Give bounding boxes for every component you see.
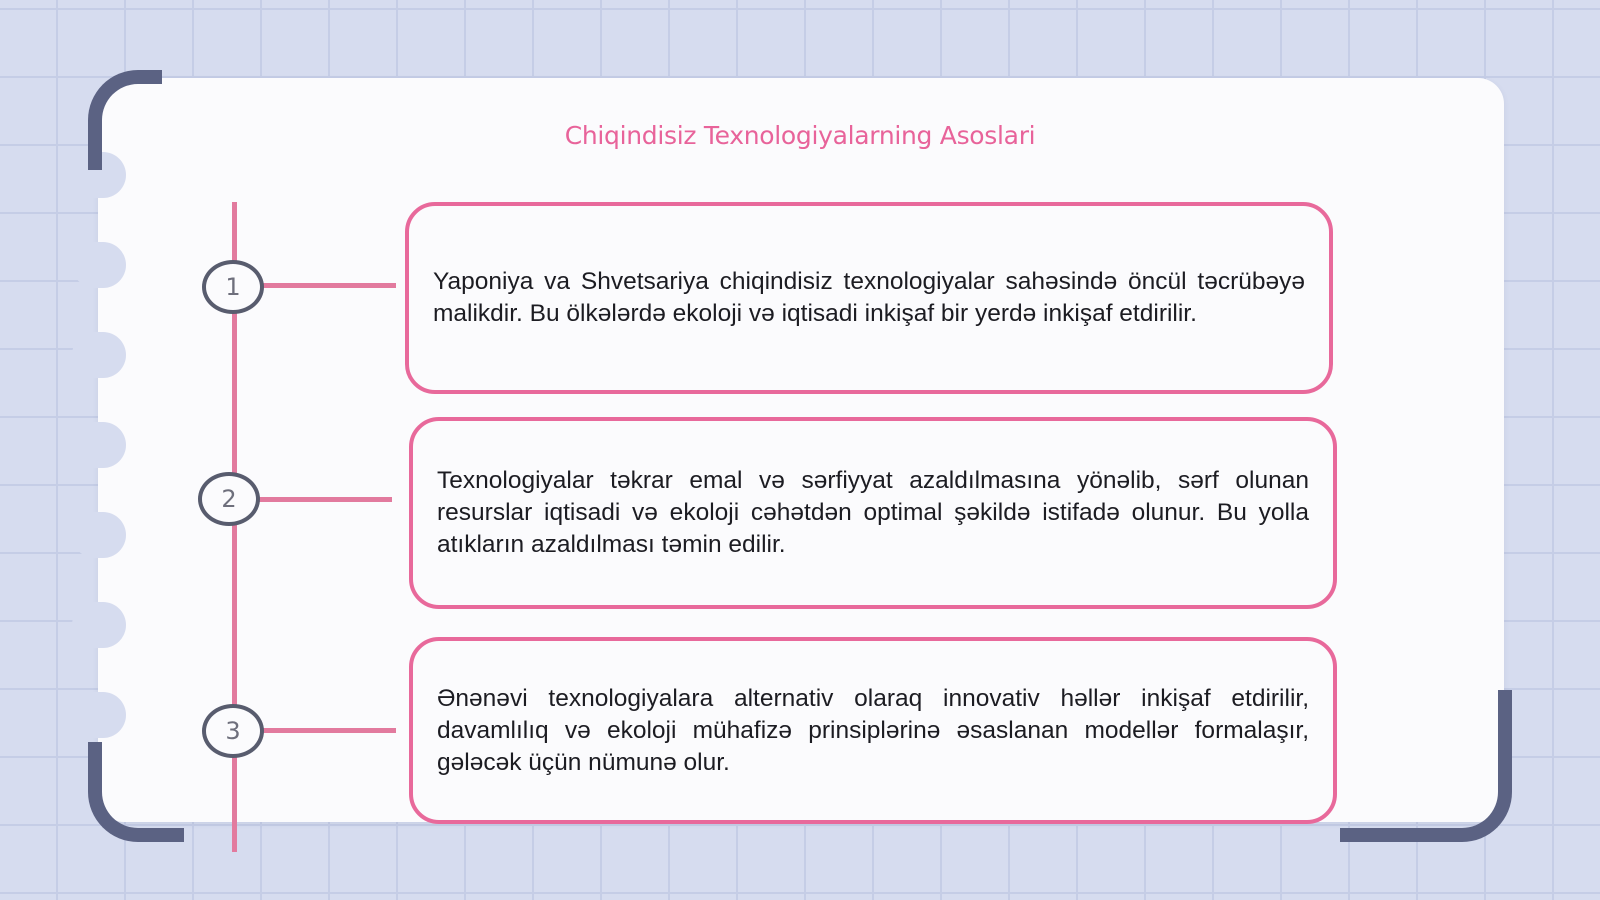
step-number-circle [202, 260, 264, 314]
timeline-connector [262, 283, 396, 288]
binding-notch [72, 692, 126, 738]
step-card-text: Yaponiya va Shvetsariya chiqindisiz texnologiyalar sahəsində öncül təcrübəyə malikdir. Bu ölkələrdə ekoloji və iqtisadi inkişaf bir yerdə inkişaf etdirilir. [433, 268, 1305, 327]
step-number: 3 [225, 717, 241, 745]
binding-notch [72, 332, 126, 378]
slide-title: Chiqindisiz Texnologiyalarning Asoslari [564, 121, 1036, 150]
step-card [409, 417, 1337, 609]
step-card-text: Texnologiyalar təkrar emal və sərfiyyat azaldılmasına yönəlib, sərf olunan resurslar iqtisadi və ekoloji cəhətdən optimal şəkildə istifadə olunur. Bu yolla atıkların azaldılması təmin edilir. [437, 467, 1309, 558]
frame-corner-top-left [88, 70, 162, 170]
step-number-circle [198, 472, 260, 526]
binding-notch [72, 602, 126, 648]
frame-corner-bottom-left [88, 742, 184, 842]
step-card [405, 202, 1333, 394]
binding-notch [72, 242, 126, 288]
step-card [409, 637, 1337, 824]
step-card-text: Ənənəvi texnologiyalara alternativ olaraq innovativ həllər inkişaf etdirilir, davamlılıq və ekoloji mühafizə prinsiplərinə əsaslanan modellər formalaşır, gələcək üçün nümunə olur. [437, 684, 1309, 776]
step-number: 2 [221, 485, 237, 513]
step-number: 1 [225, 273, 241, 301]
binding-notch [72, 512, 126, 558]
binding-notch [72, 422, 126, 468]
timeline-connector [258, 497, 392, 502]
step-number-circle [202, 704, 264, 758]
frame-corner-bottom-right [1340, 690, 1512, 842]
timeline-connector [262, 728, 396, 733]
